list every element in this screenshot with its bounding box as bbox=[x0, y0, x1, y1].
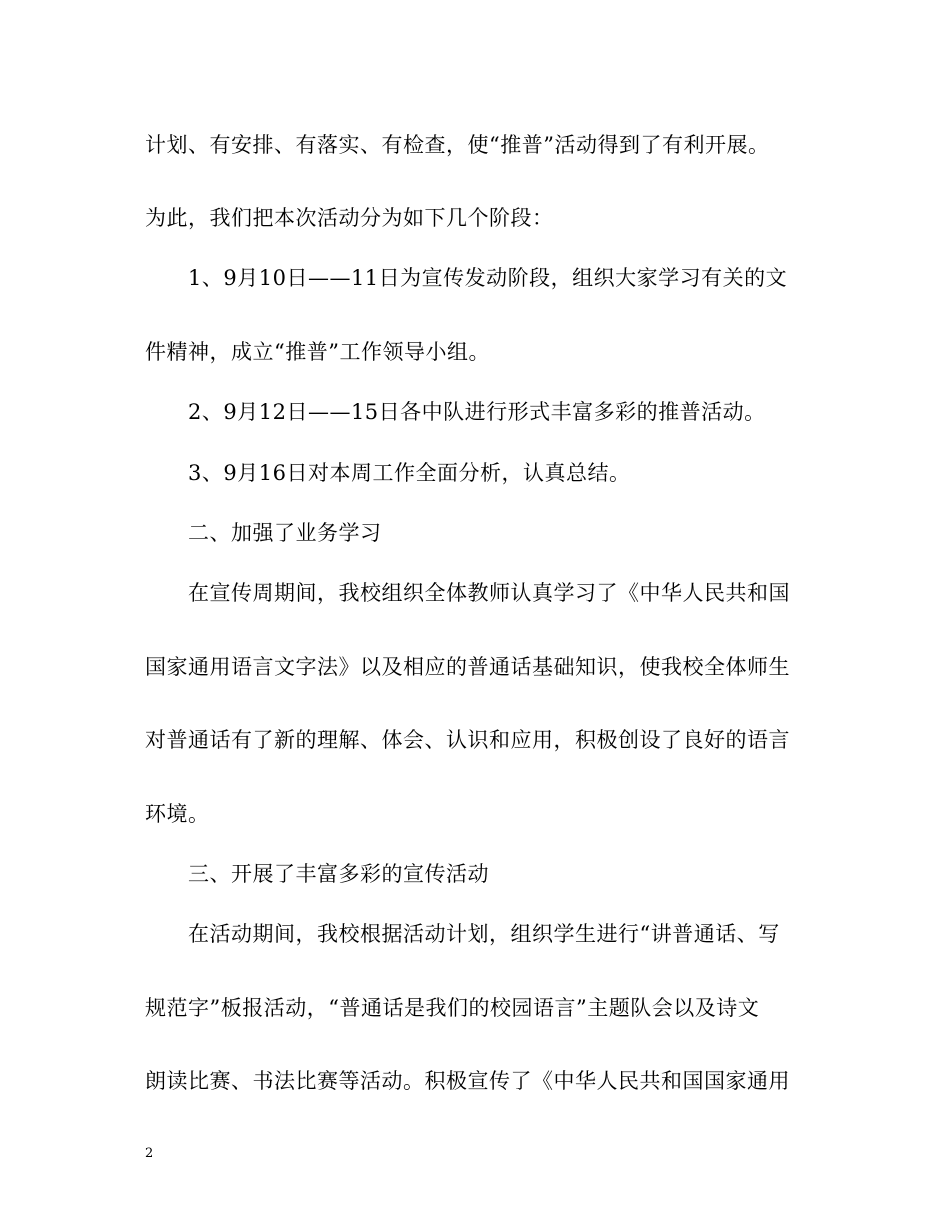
paragraph-line: 计划、有安排、有落实、有检查，使“推普”活动得到了有利开展。 bbox=[145, 133, 770, 157]
paragraph-line: 为此，我们把本次活动分为如下几个阶段： bbox=[145, 206, 554, 230]
paragraph-line: 2、9月12日——15日各中队进行形式丰富多彩的推普活动。 bbox=[188, 400, 766, 424]
section-heading: 三、开展了丰富多彩的宣传活动 bbox=[188, 862, 489, 886]
page-number: 2 bbox=[145, 1146, 154, 1161]
paragraph-line: 对普通话有了新的理解、体会、认识和应用，积极创设了良好的语言 bbox=[145, 728, 790, 752]
section-heading: 二、加强了业务学习 bbox=[188, 521, 382, 545]
paragraph-line: 在活动期间，我校根据活动计划，组织学生进行“讲普通话、写 bbox=[188, 922, 780, 946]
paragraph-line: 1、9月10日——11日为宣传发动阶段，组织大家学习有关的文 bbox=[188, 266, 788, 290]
paragraph-line: 3、9月16日对本周工作全面分析，认真总结。 bbox=[188, 461, 631, 485]
paragraph-line: 环境。 bbox=[145, 802, 210, 826]
paragraph-line: 规范字”板报活动，“普通话是我们的校园语言”主题队会以及诗文 bbox=[145, 996, 760, 1020]
paragraph-line: 件精神，成立“推普”工作领导小组。 bbox=[145, 340, 490, 364]
paragraph-line: 在宣传周期间，我校组织全体教师认真学习了《中华人民共和国 bbox=[188, 581, 790, 605]
paragraph-line: 朗读比赛、书法比赛等活动。积极宣传了《中华人民共和国国家通用 bbox=[145, 1069, 790, 1093]
paragraph-line: 国家通用语言文字法》以及相应的普通话基础知识，使我校全体师生 bbox=[145, 655, 790, 679]
